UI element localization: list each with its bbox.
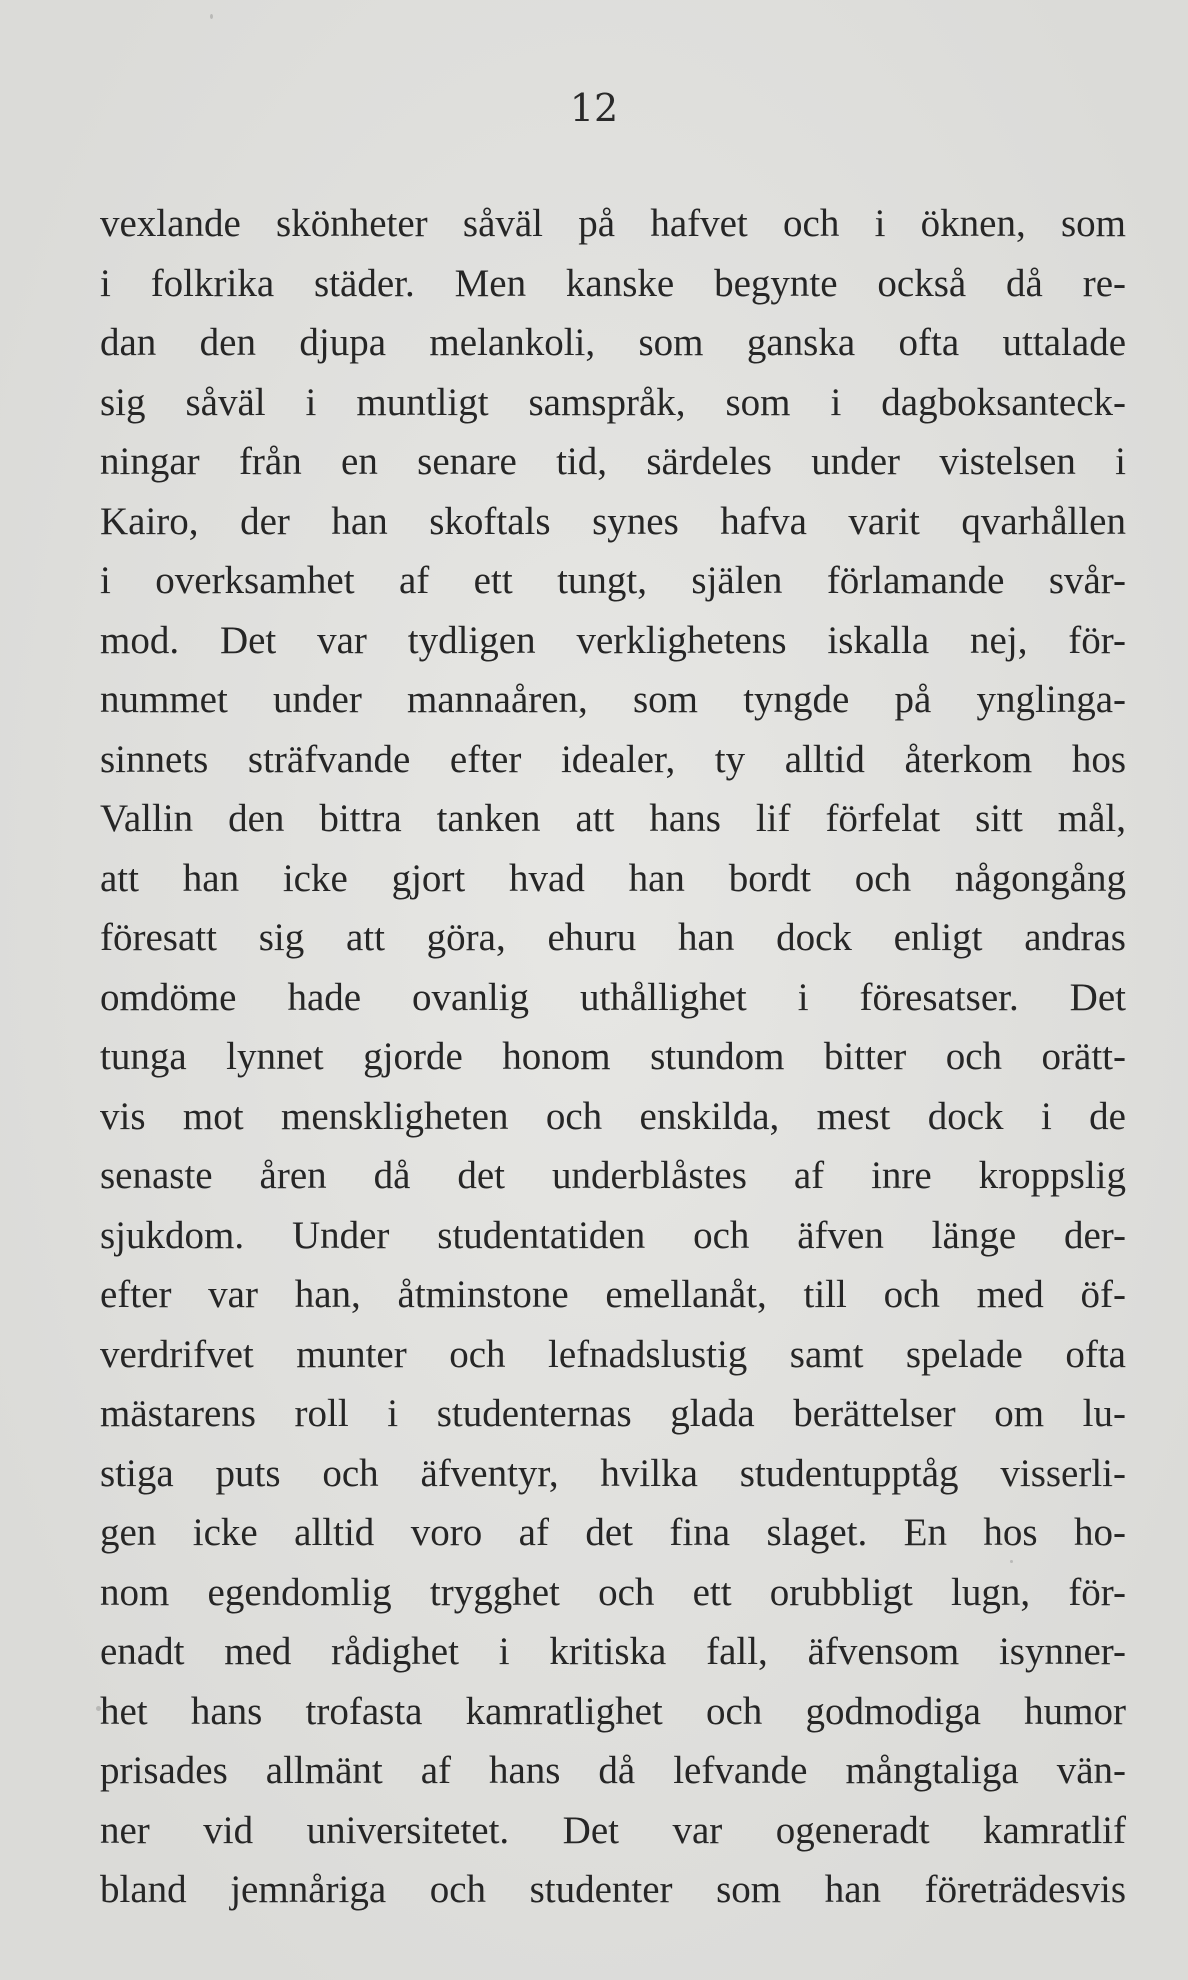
text-line: verdrifvet munter och lefnadslustig samt spelade ofta bbox=[100, 1332, 1126, 1376]
text-line: vis mot menskligheten och enskilda, mest dock i de bbox=[100, 1094, 1126, 1138]
text-line: ner vid universitetet. Det var ogeneradt kamratlif bbox=[100, 1808, 1126, 1852]
text-line: sjukdom. Under studentatiden och äfven länge der- bbox=[100, 1213, 1126, 1257]
text-line: i folkrika städer. Men kanske begynte också då re- bbox=[100, 261, 1126, 305]
text-line: Kairo, der han skoftals synes hafva varit qvarhållen bbox=[100, 499, 1126, 543]
text-line: dan den djupa melankoli, som ganska ofta uttalade bbox=[100, 321, 1126, 364]
text-line: mästarens roll i studenternas glada berättelser om lu- bbox=[100, 1392, 1126, 1435]
text-line: het hans trofasta kamratlighet och godmodiga humor bbox=[100, 1689, 1126, 1733]
body-text bbox=[100, 194, 1126, 1920]
paper-speck bbox=[210, 14, 213, 19]
text-line: sig såväl i muntligt samspråk, som i dagboksanteck- bbox=[100, 380, 1126, 424]
text-line: senaste åren då det underblåstes af inre kroppslig bbox=[100, 1154, 1126, 1197]
text-line: efter var han, åtminstone emellanåt, till och med öf- bbox=[100, 1273, 1126, 1316]
text-line: stiga puts och äfventyr, hvilka studentupptåg visserli- bbox=[100, 1451, 1126, 1495]
text-line: nummet under mannaåren, som tyngde på ynglinga- bbox=[100, 678, 1126, 721]
text-line: bland jemnåriga och studenter som han företrädesvis bbox=[100, 1868, 1126, 1911]
text-line: i overksamhet af ett tungt, själen förlamande svår- bbox=[100, 559, 1126, 602]
text-line: enadt med rådighet i kritiska fall, äfvensom isynner- bbox=[100, 1630, 1126, 1673]
text-line: Vallin den bittra tanken att hans lif förfelat sitt mål, bbox=[100, 797, 1126, 840]
page-number: 12 bbox=[569, 86, 619, 130]
text-line: att han icke gjort hvad han bordt och någongång bbox=[100, 856, 1126, 900]
text-line: sinnets sträfvande efter idealer, ty alltid återkom hos bbox=[100, 737, 1126, 781]
text-line: prisades allmänt af hans då lefvande mångtaliga vän- bbox=[100, 1749, 1126, 1792]
text-line: vexlande skönheter såväl på hafvet och i öknen, som bbox=[100, 202, 1126, 245]
text-line: ningar från en senare tid, särdeles under vistelsen i bbox=[100, 440, 1126, 483]
text-line: nom egendomlig trygghet och ett orubbligt lugn, för- bbox=[100, 1570, 1126, 1614]
text-line: gen icke alltid voro af det fina slaget. En hos ho- bbox=[100, 1511, 1126, 1554]
text-line: omdöme hade ovanlig uthållighet i föresatser. Det bbox=[100, 975, 1126, 1019]
text-line: föresatt sig att göra, ehuru han dock enligt andras bbox=[100, 916, 1126, 959]
text-line: tunga lynnet gjorde honom stundom bitter och orätt- bbox=[100, 1035, 1126, 1078]
text-line: mod. Det var tydligen verklighetens iskalla nej, för- bbox=[100, 618, 1126, 662]
